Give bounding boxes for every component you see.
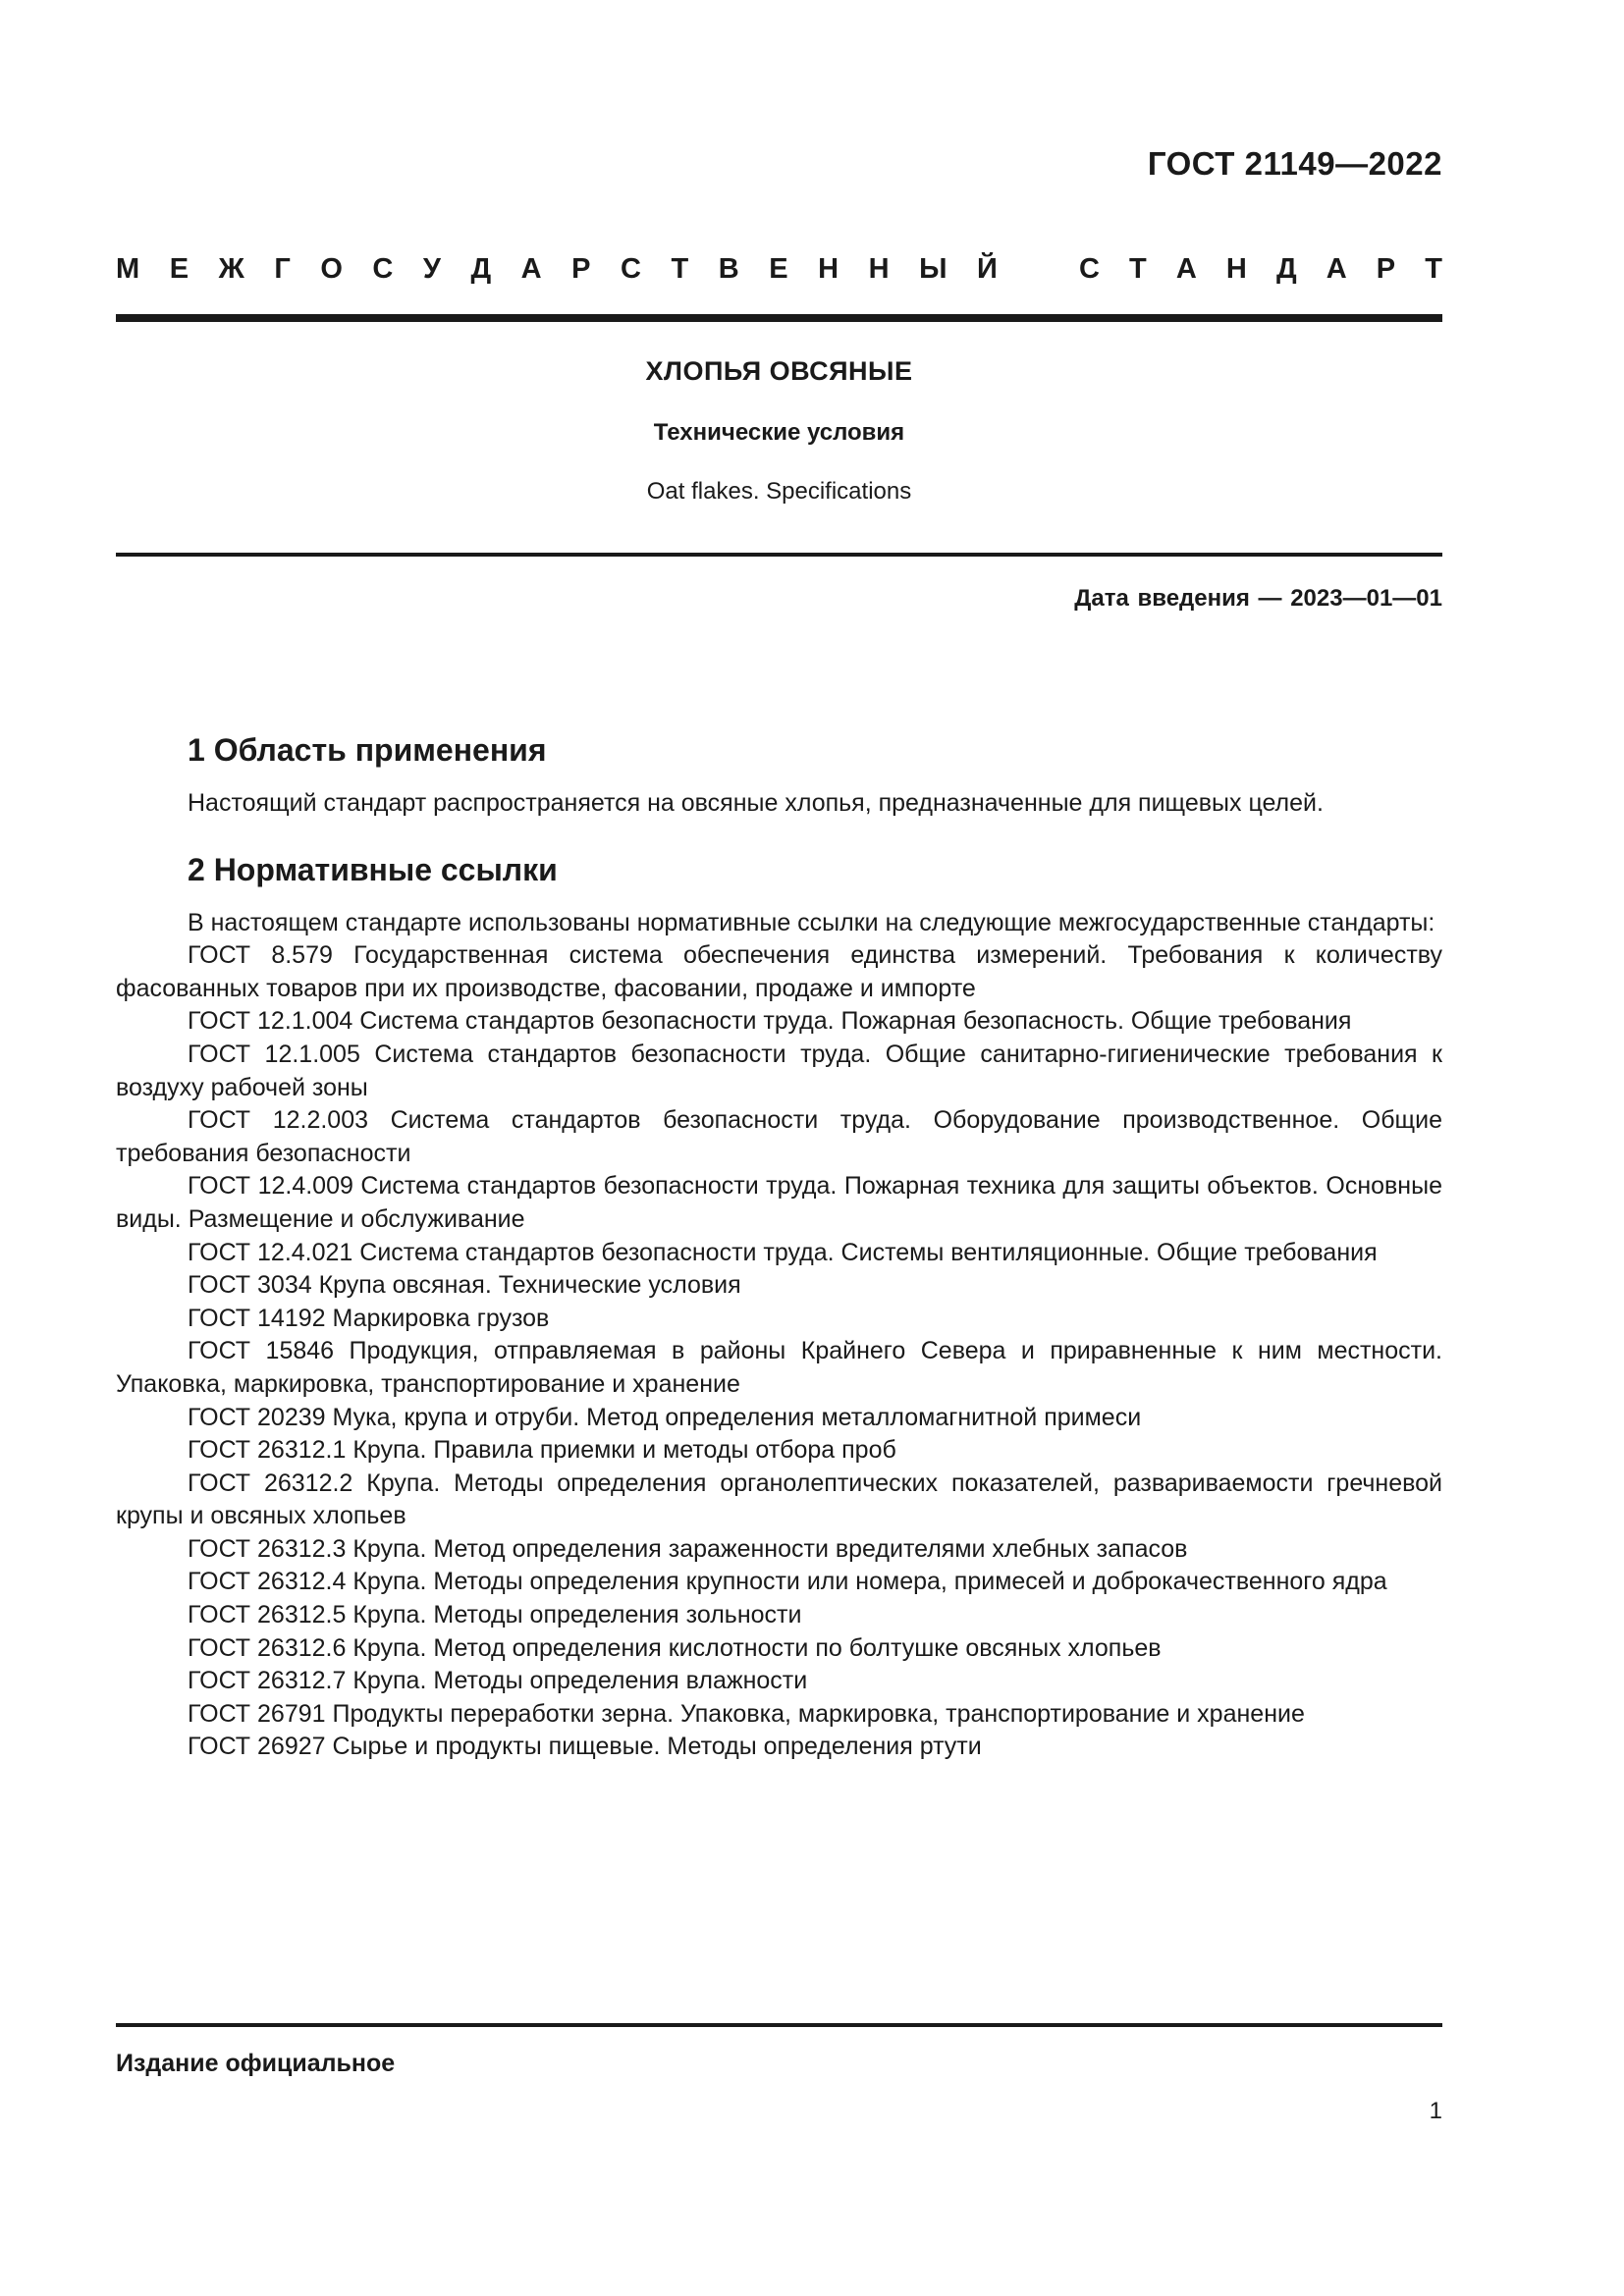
reference-item: ГОСТ 12.4.009 Система стандартов безопасности труда. Пожарная техника для защиты объектов. Основные виды. Размещение и обслуживание: [116, 1172, 1442, 1233]
banner-letter: А: [520, 253, 542, 285]
banner-letter: Ж: [218, 253, 244, 285]
reference-item: ГОСТ 12.2.003 Система стандартов безопасности труда. Оборудование производственное. Общие требования безопасности: [116, 1106, 1442, 1167]
banner-letter: Е: [769, 253, 788, 285]
banner-letter: А: [1175, 253, 1197, 285]
reference-item: ГОСТ 26312.1 Крупа. Правила приемки и методы отбора проб: [188, 1436, 896, 1465]
reference-item: ГОСТ 26312.6 Крупа. Метод определения кислотности по болтушке овсяных хлопьев: [188, 1633, 1162, 1662]
banner-letter: В: [718, 253, 739, 285]
title-divider: [116, 553, 1442, 557]
banner-letter: С: [621, 253, 641, 285]
banner-letter: Т: [671, 253, 689, 285]
official-edition-label: Издание официальное: [116, 2050, 396, 2077]
reference-item: ГОСТ 12.4.021 Система стандартов безопасности труда. Системы вентиляционные. Общие требования: [188, 1238, 1378, 1266]
reference-item: ГОСТ 3034 Крупа овсяная. Технические условия: [188, 1271, 741, 1300]
section-heading-scope: 1 Область применения: [188, 732, 547, 768]
banner-letter: Ы: [919, 253, 947, 285]
banner-letter: Н: [1225, 253, 1247, 285]
reference-item: ГОСТ 15846 Продукция, отправляемая в районы Крайнего Севера и приравненные к ним местности. Упаковка, маркировка, транспортирование и хранение: [116, 1337, 1442, 1398]
page-number: 1: [1429, 2098, 1442, 2124]
section-heading-references: 2 Нормативные ссылки: [188, 851, 558, 887]
reference-item: ГОСТ 12.1.005 Система стандартов безопасности труда. Общие санитарно-гигиенические требования к воздуху рабочей зоны: [116, 1040, 1442, 1101]
reference-item: ГОСТ 26312.7 Крупа. Методы определения влажности: [188, 1667, 808, 1695]
reference-item: ГОСТ 26927 Сырье и продукты пищевые. Методы определения ртути: [188, 1733, 982, 1761]
introduction-date: Дата введения — 2023—01—01: [1074, 585, 1442, 612]
banner-letter: Р: [1376, 253, 1396, 285]
document-body: [116, 726, 1442, 1764]
reference-item: ГОСТ 14192 Маркировка грузов: [188, 1304, 550, 1332]
footer-divider: [116, 2023, 1442, 2027]
reference-item: ГОСТ 12.1.004 Система стандартов безопасности труда. Пожарная безопасность. Общие требования: [188, 1007, 1352, 1036]
banner-letter: Т: [1425, 253, 1442, 285]
references-intro: В настоящем стандарте использованы нормативные ссылки на следующие межгосударственные стандарты:: [188, 908, 1435, 936]
banner-letter: У: [422, 253, 441, 285]
reference-item: ГОСТ 26312.4 Крупа. Методы определения крупности или номера, примесей и доброкачественного ядра: [188, 1568, 1387, 1596]
document-title: ХЛОПЬЯ ОВСЯНЫЕ: [645, 356, 913, 386]
scope-paragraph: Настоящий стандарт распространяется на овсяные хлопья, предназначенные для пищевых целей.: [188, 789, 1324, 817]
banner-letter: Т: [1129, 253, 1147, 285]
standard-type-banner: [116, 253, 1442, 286]
banner-letter: Р: [571, 253, 591, 285]
banner-letter: М: [116, 253, 140, 285]
banner-letter: С: [372, 253, 394, 285]
banner-letter: Д: [470, 253, 492, 285]
banner-letter: А: [1326, 253, 1347, 285]
document-subtitle: Технические условия: [653, 419, 905, 446]
reference-item: ГОСТ 26791 Продукты переработки зерна. Упаковка, маркировка, транспортирование и хранение: [188, 1699, 1305, 1728]
reference-list: [116, 939, 1442, 1764]
header-divider: [116, 314, 1442, 322]
reference-item: ГОСТ 26312.5 Крупа. Методы определения зольности: [188, 1601, 802, 1629]
banner-letter: Н: [868, 253, 890, 285]
banner-word-standard: [1079, 253, 1442, 286]
banner-letter: Д: [1275, 253, 1297, 285]
banner-letter: Й: [977, 253, 998, 285]
banner-letter: Г: [274, 253, 291, 285]
title-block: [116, 351, 1442, 508]
banner-word-interstate: [116, 253, 998, 286]
banner-letter: О: [320, 253, 343, 285]
banner-letter: Е: [169, 253, 189, 285]
reference-item: ГОСТ 8.579 Государственная система обеспечения единства измерений. Требования к количеству фасованных товаров при их производстве, фасовании, продаже и импорте: [116, 941, 1442, 1002]
english-title: Oat flakes. Specifications: [646, 478, 912, 505]
reference-item: ГОСТ 26312.2 Крупа. Методы определения органолептических показателей, развариваемости гречневой крупы и овсяных хлопьев: [116, 1468, 1442, 1530]
reference-item: ГОСТ 20239 Мука, крупа и отруби. Метод определения металломагнитной примеси: [188, 1403, 1142, 1431]
reference-item: ГОСТ 26312.3 Крупа. Метод определения зараженности вредителями хлебных запасов: [188, 1534, 1188, 1563]
document-number: ГОСТ 21149—2022: [1147, 145, 1442, 182]
banner-letter: С: [1079, 253, 1100, 285]
banner-letter: Н: [818, 253, 839, 285]
